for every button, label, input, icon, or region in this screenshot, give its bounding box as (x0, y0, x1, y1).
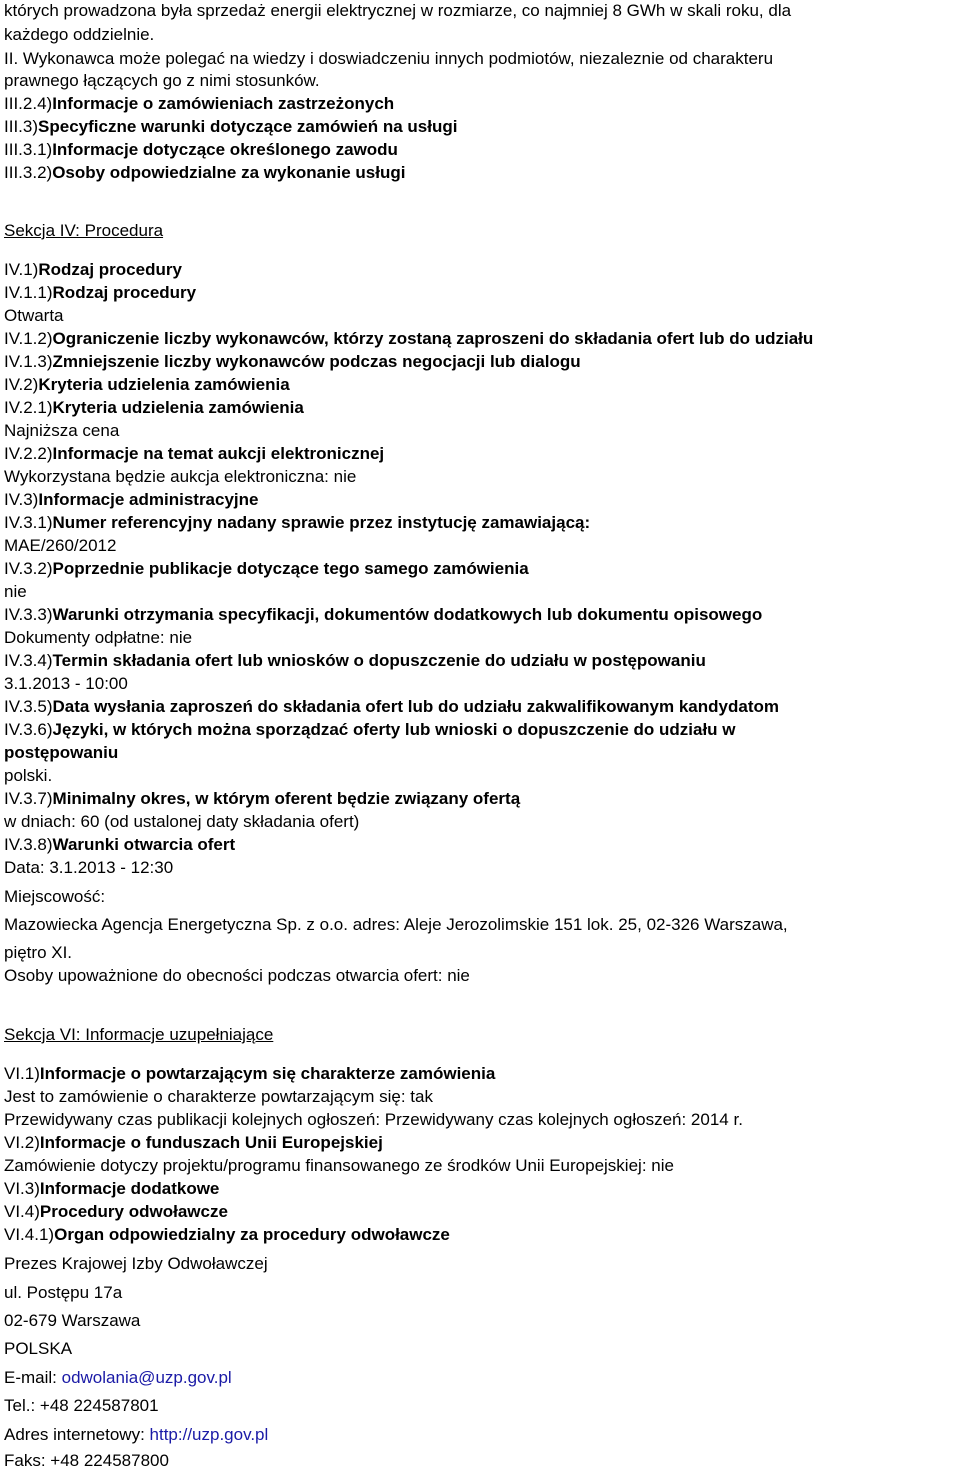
value-text: Wykorzystana będzie aukcja elektroniczna: nie (4, 467, 357, 486)
value-text: w dniach: 60 (od ustalonej daty składania ofert) (4, 812, 360, 831)
heading-vi-1: VI.1)Informacje o powtarzającym się charakterze zamówienia (4, 1064, 496, 1083)
text-line: prawnego łączących go z nimi stosunków. (4, 71, 320, 90)
value-text: polski. (4, 766, 53, 785)
heading-iv-3-8: IV.3.8)Warunki otwarcia ofert (4, 835, 236, 854)
section-title: Sekcja VI: Informacje uzupełniające (4, 1025, 274, 1044)
text-line: każdego oddzielnie. (4, 25, 155, 44)
email-line: E-mail: odwolania@uzp.gov.pl (4, 1368, 232, 1387)
value-text: Najniższa cena (4, 421, 120, 440)
value-text: MAE/260/2012 (4, 536, 117, 555)
heading-vi-4-1: VI.4.1)Organ odpowiedzialny za procedury odwoławcze (4, 1225, 450, 1244)
heading-iv-1-2: IV.1.2)Ograniczenie liczby wykonawców, którzy zostaną zaproszeni do składania ofert lub do udziału (4, 329, 814, 348)
address-country: POLSKA (4, 1339, 73, 1358)
value-text: Mazowiecka Agencja Energetyczna Sp. z o.o. adres: Aleje Jerozolimskie 151 lok. 25, 02-326 Warszawa, (4, 915, 788, 934)
value-text: Otwarta (4, 306, 64, 325)
value-text: Data: 3.1.2013 - 12:30 (4, 858, 174, 877)
value-text: nie (4, 582, 27, 601)
heading-iv-3-7: IV.3.7)Minimalny okres, w którym oferent będzie związany ofertą (4, 789, 521, 808)
value-text: piętro XI. (4, 943, 73, 962)
heading-iii-3: III.3)Specyficzne warunki dotyczące zamówień na usługi (4, 117, 458, 136)
heading-iv-3-3: IV.3.3)Warunki otrzymania specyfikacji, dokumentów dodatkowych lub dokumentu opisowego (4, 605, 763, 624)
heading-iii-3-1: III.3.1)Informacje dotyczące określonego zawodu (4, 140, 398, 159)
heading-iii-3-2: III.3.2)Osoby odpowiedzialne za wykonanie usługi (4, 163, 406, 182)
address-street: ul. Postępu 17a (4, 1283, 123, 1302)
heading-iv-3-1: IV.3.1)Numer referencyjny nadany sprawie przez instytucję zamawiającą: (4, 513, 591, 532)
section-title: Sekcja IV: Procedura (4, 221, 164, 240)
heading-iv-3: IV.3)Informacje administracyjne (4, 490, 259, 509)
text-line: których prowadzona była sprzedaż energii elektrycznej w rozmiarze, co najmniej 8 GWh w skali roku, dla (4, 1, 792, 20)
heading-iv-1: IV.1)Rodzaj procedury (4, 260, 182, 279)
website-line: Adres internetowy: http://uzp.gov.pl (4, 1425, 269, 1444)
heading-iv-3-6: IV.3.6)Języki, w których można sporządzać oferty lub wnioski o dopuszczenie do udziału w (4, 720, 736, 739)
phone-line: Tel.: +48 224587801 (4, 1396, 159, 1415)
heading-iv-3-4: IV.3.4)Termin składania ofert lub wniosków o dopuszczenie do udziału w postępowaniu (4, 651, 706, 670)
value-label: Miejscowość: (4, 887, 106, 906)
heading-vi-4: VI.4)Procedury odwoławcze (4, 1202, 228, 1221)
heading-vi-2: VI.2)Informacje o funduszach Unii Europejskiej (4, 1133, 383, 1152)
value-text: Przewidywany czas publikacji kolejnych ogłoszeń: Przewidywany czas kolejnych ogłoszeń: 2014 r. (4, 1110, 743, 1129)
heading-iv-1-3: IV.1.3)Zmniejszenie liczby wykonawców podczas negocjacji lub dialogu (4, 352, 581, 371)
value-text: Osoby upoważnione do obecności podczas otwarcia ofert: nie (4, 966, 470, 985)
heading-iv-2: IV.2)Kryteria udzielenia zamówienia (4, 375, 290, 394)
heading-iii-2-4: III.2.4)Informacje o zamówieniach zastrzeżonych (4, 94, 395, 113)
heading-vi-3: VI.3)Informacje dodatkowe (4, 1179, 220, 1198)
heading-iv-3-2: IV.3.2)Poprzednie publikacje dotyczące tego samego zamówienia (4, 559, 529, 578)
text-line: II. Wykonawca może polegać na wiedzy i doswiadczeniu innych podmiotów, niezaleznie od charakteru (4, 49, 774, 68)
heading-continuation: postępowaniu (4, 743, 119, 762)
fax-line: Faks: +48 224587800 (4, 1451, 169, 1470)
heading-iv-3-5: IV.3.5)Data wysłania zaproszeń do składania ofert lub do udziału zakwalifikowanym kandydatom (4, 697, 779, 716)
value-text: Zamówienie dotyczy projektu/programu finansowanego ze środków Unii Europejskiej: nie (4, 1156, 674, 1175)
value-text: 3.1.2013 - 10:00 (4, 674, 128, 693)
heading-iv-2-2: IV.2.2)Informacje na temat aukcji elektronicznej (4, 444, 385, 463)
organisation-name: Prezes Krajowej Izby Odwoławczej (4, 1254, 268, 1273)
heading-iv-2-1: IV.2.1)Kryteria udzielenia zamówienia (4, 398, 304, 417)
value-text: Dokumenty odpłatne: nie (4, 628, 193, 647)
website-link[interactable]: http://uzp.gov.pl (149, 1425, 269, 1444)
value-text: Jest to zamówienie o charakterze powtarzającym się: tak (4, 1087, 433, 1106)
address-city: 02-679 Warszawa (4, 1311, 141, 1330)
email-link[interactable]: odwolania@uzp.gov.pl (61, 1368, 232, 1387)
heading-iv-1-1: IV.1.1)Rodzaj procedury (4, 283, 197, 302)
